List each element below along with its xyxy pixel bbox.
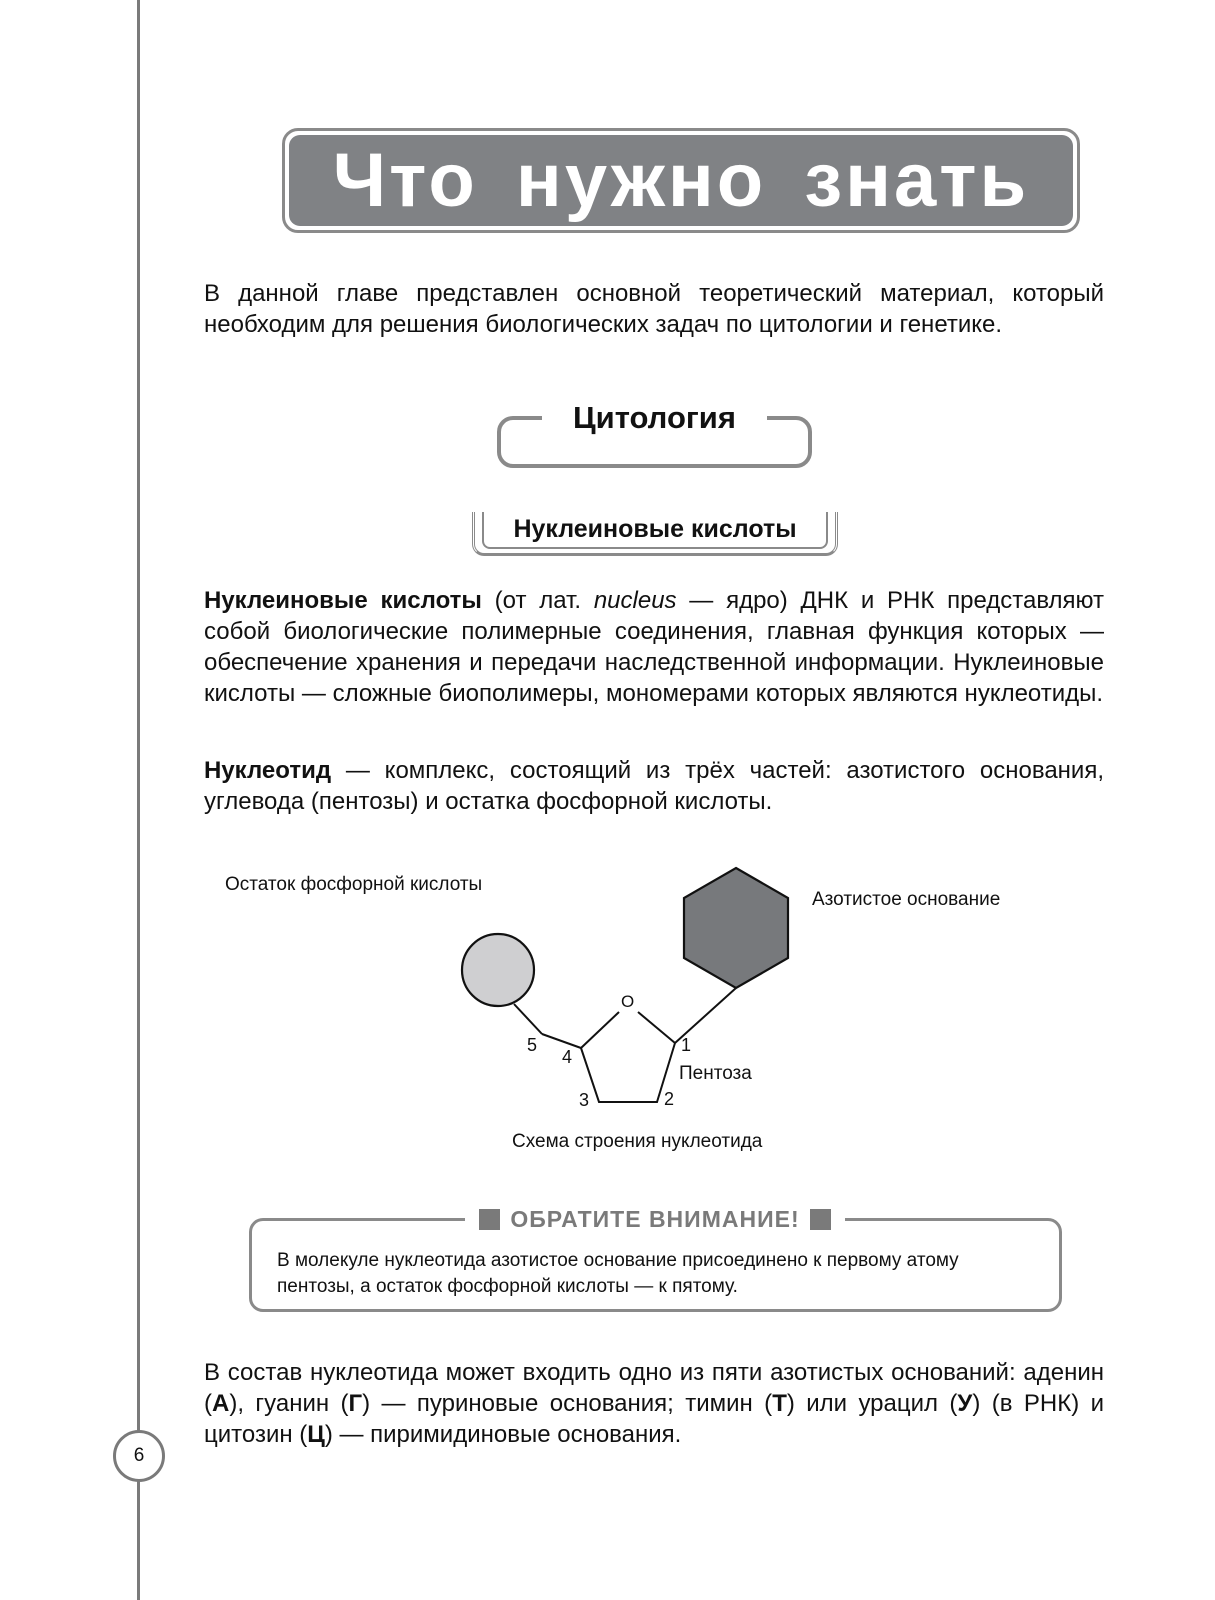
text-span: (от лат. — [481, 587, 594, 614]
text-span: В состав нуклеотида может входить одно из пяти азотистых оснований: аденин ( — [204, 1359, 1104, 1417]
pentose-ring — [581, 1043, 675, 1102]
term-nucleotide: Нуклеотид — [204, 757, 332, 784]
paragraph-nitrogen-bases — [204, 1357, 1104, 1450]
text-span: ) — пуриновые основания; тимин ( — [362, 1390, 773, 1417]
chapter-title-box — [282, 128, 1080, 233]
text-span: ), гуанин ( — [229, 1390, 349, 1417]
subsection-title: Нуклеиновые кислоты — [513, 515, 797, 543]
page-number: 6 — [113, 1430, 165, 1482]
base-letter-c: Ц — [307, 1421, 325, 1448]
diagram-caption: Схема строения нуклеотида — [512, 1131, 763, 1152]
square-bullet-icon — [810, 1209, 831, 1230]
base-letter-a: А — [212, 1390, 230, 1417]
label-pentose: Пентоза — [679, 1063, 752, 1084]
note-heading-text: ОБРАТИТЕ ВНИМАНИЕ! — [510, 1205, 800, 1232]
label-carbon-3: 3 — [579, 1090, 590, 1110]
paragraph-nucleic-acids — [204, 585, 1104, 709]
text-span: — ядро) ДНК и РНК представляют собой биологические полимерные соединения, главная функция которых — обеспечение хранения и передачи наследственной информации. Нуклеиновые кислоты — сложные биополимеры, мономерами которых являются нуклеотиды. — [204, 587, 1104, 707]
subsection-heading — [472, 512, 838, 556]
bond-c5-c4 — [542, 1034, 581, 1048]
bond-o-c1 — [638, 1012, 675, 1043]
label-oxygen: O — [621, 992, 635, 1011]
label-nitrogen-base: Азотистое основание — [812, 889, 1001, 910]
nitrogen-base-hexagon — [684, 868, 788, 988]
label-carbon-2: 2 — [664, 1089, 675, 1109]
base-letter-u: У — [957, 1390, 973, 1417]
paragraph-nucleotide — [204, 755, 1104, 817]
section-heading — [497, 400, 812, 468]
text-span: ) или урацил ( — [786, 1390, 958, 1417]
bond-phosphate-c5 — [514, 1004, 542, 1034]
note-text: В молекуле нуклеотида азотистое основание присоединено к первому атому пентозы, а остаток фосфорной кислоты — к пятому. — [277, 1250, 959, 1297]
label-carbon-1: 1 — [681, 1035, 692, 1055]
section-title: Цитология — [542, 400, 767, 436]
note-heading — [465, 1204, 845, 1234]
label-carbon-5: 5 — [527, 1035, 538, 1055]
chapter-title: Что нужно знать — [289, 135, 1073, 226]
label-phosphate-residue: Остаток фосфорной кислоты — [225, 874, 483, 895]
term-nucleic-acids: Нуклеиновые кислоты — [204, 587, 482, 614]
text-span: ) (в РНК) и цитозин ( — [204, 1390, 1104, 1448]
page-margin-line — [137, 0, 140, 1600]
base-letter-t: Т — [772, 1390, 787, 1417]
phosphate-circle — [462, 934, 534, 1006]
intro-paragraph: В данной главе представлен основной теоретический материал, который необходим для решения биологических задач по цитологии и генетике. — [204, 280, 1104, 338]
label-carbon-4: 4 — [562, 1047, 573, 1067]
latin-term: nucleus — [593, 587, 677, 614]
bond-c4-o — [581, 1012, 619, 1048]
text-span: — комплекс, состоящий из трёх частей: азотистого основания, углевода (пентозы) и остатка фосфорной кислоты. — [204, 757, 1104, 815]
square-bullet-icon — [479, 1209, 500, 1230]
text-span: ) — пиримидиновые основания. — [324, 1421, 682, 1448]
base-letter-g: Г — [348, 1390, 363, 1417]
nucleotide-diagram — [200, 862, 1060, 1162]
